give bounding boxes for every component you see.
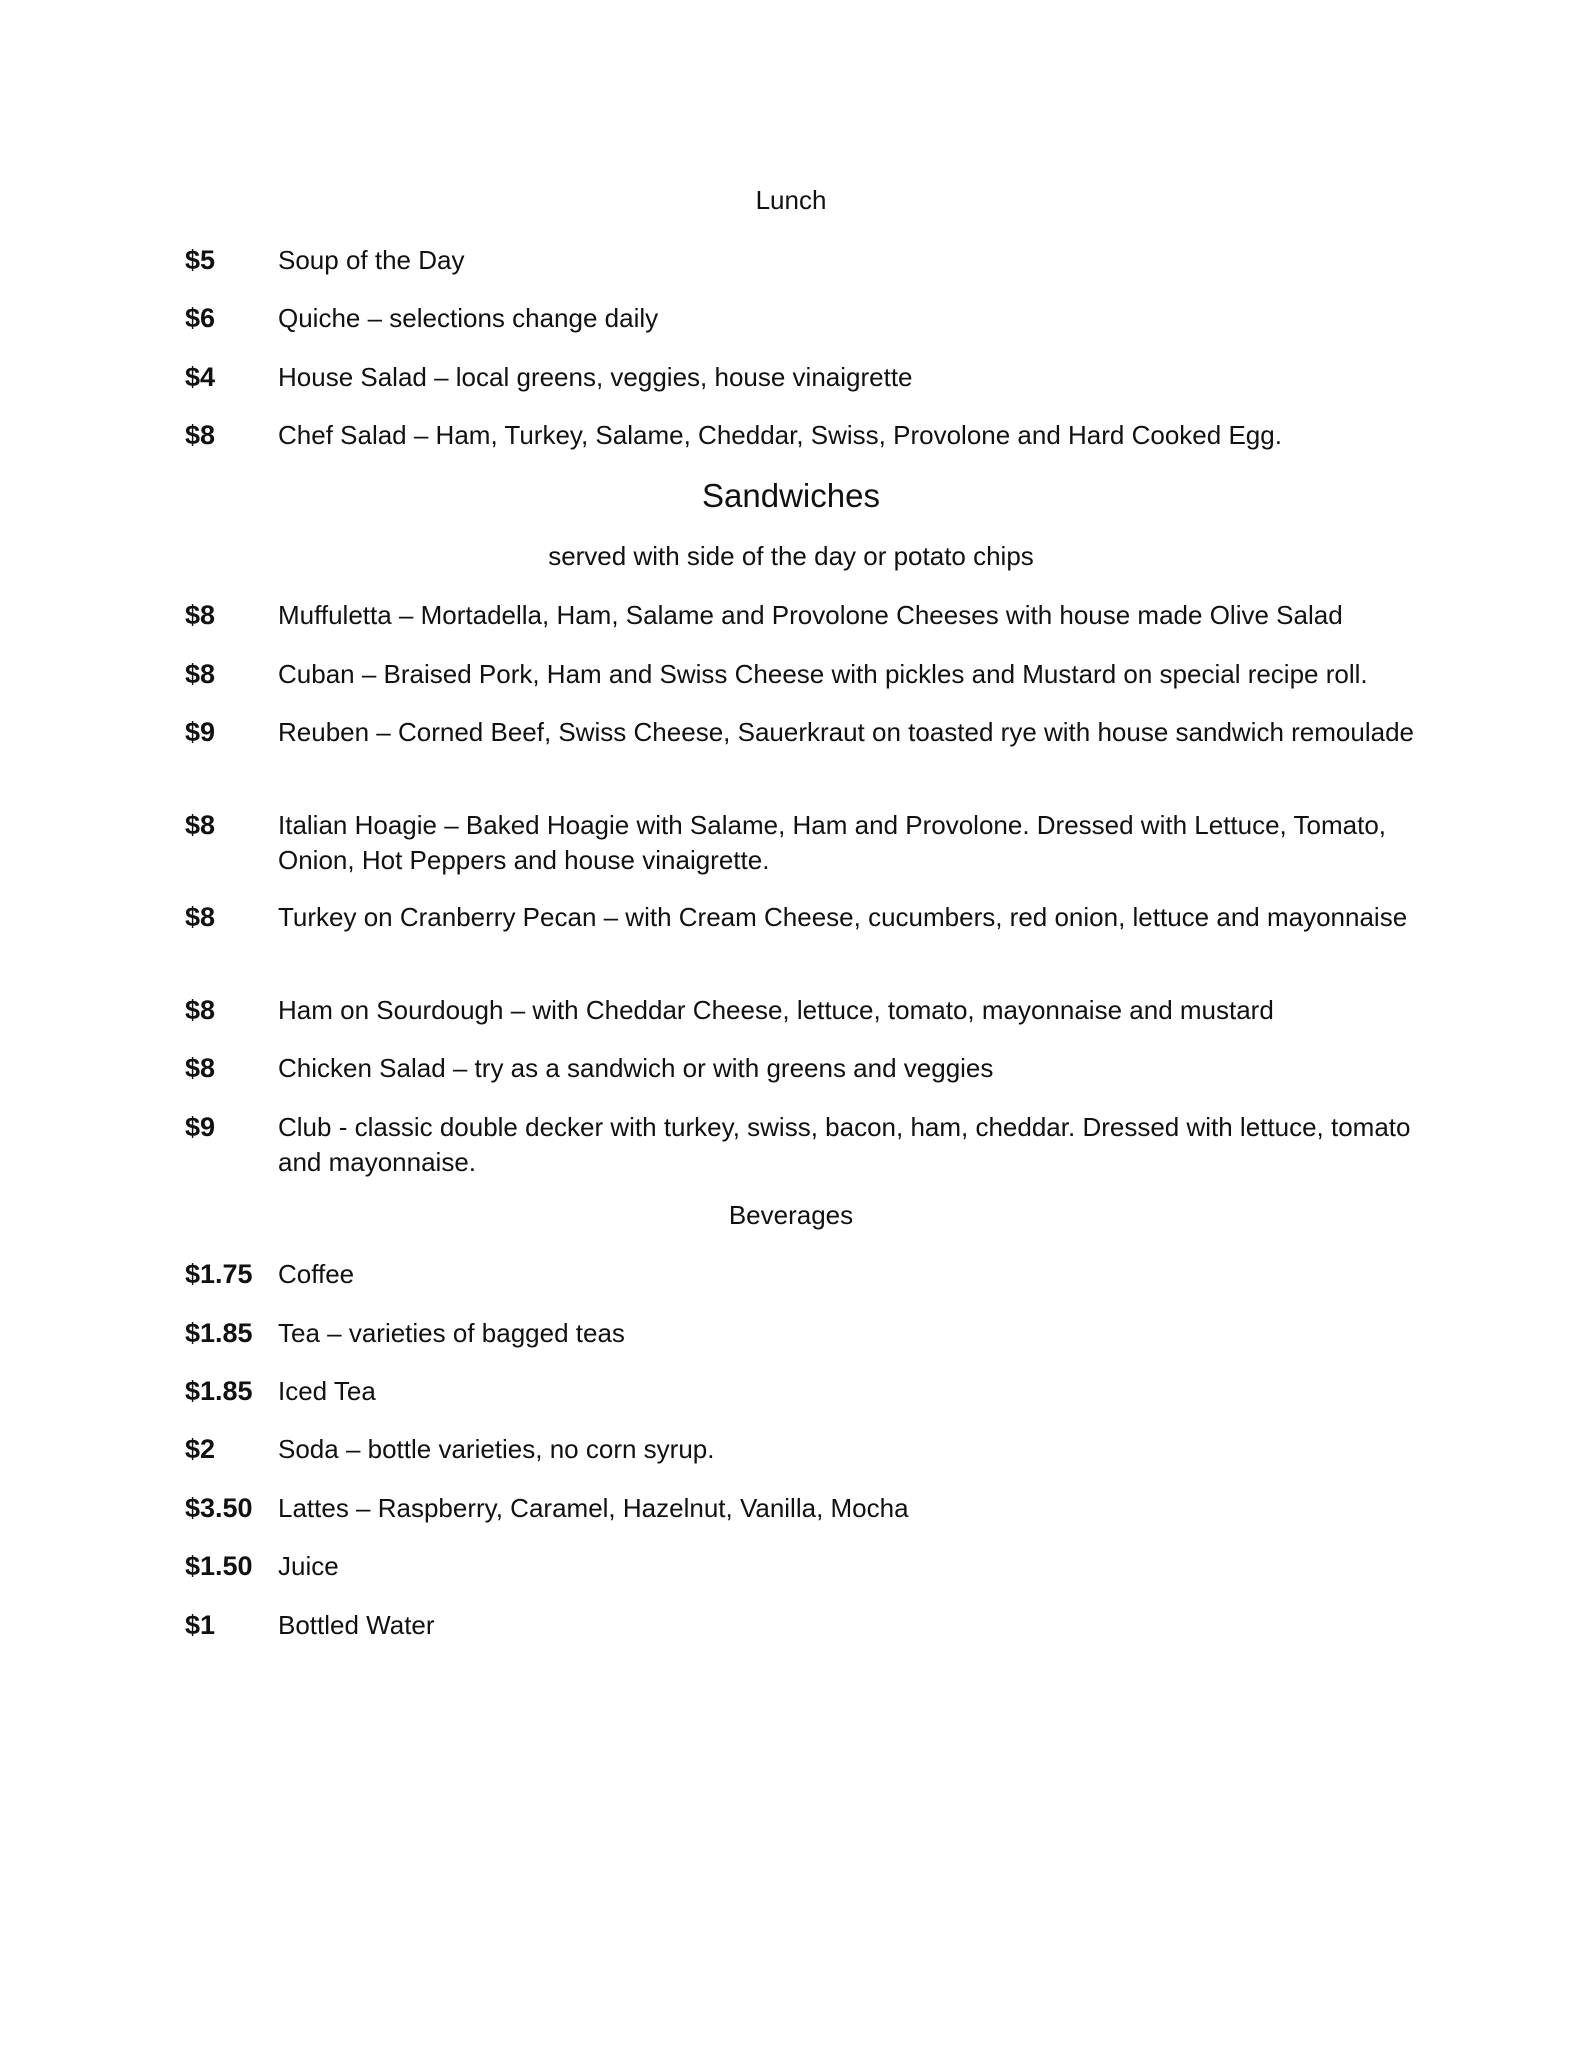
menu-item: [185, 715, 1435, 750]
item-price: $4: [185, 362, 216, 392]
menu-item: [185, 1316, 1435, 1351]
menu-item: [185, 1549, 1435, 1584]
item-price: $8: [185, 995, 216, 1025]
item-description: Cuban – Braised Pork, Ham and Swiss Cheese with pickles and Mustard on special recipe roll.: [278, 659, 1368, 689]
item-description: Muffuletta – Mortadella, Ham, Salame and Provolone Cheeses with house made Olive Salad: [278, 600, 1343, 630]
menu-item: [185, 1257, 1435, 1292]
item-description: Coffee: [278, 1259, 355, 1289]
menu-item: [185, 900, 1435, 935]
item-description: Ham on Sourdough – with Cheddar Cheese, lettuce, tomato, mayonnaise and mustard: [278, 995, 1274, 1025]
sandwiches-subtitle: served with side of the day or potato chips: [548, 541, 1034, 571]
menu-item: [185, 1110, 1435, 1180]
item-description: Italian Hoagie – Baked Hoagie with Salame, Ham and Provolone. Dressed with Lettuce, Tomato, Onion, Hot Peppers and house vinaigrette.: [278, 810, 1387, 875]
item-price: $8: [185, 420, 216, 450]
item-price: $1.50: [185, 1551, 253, 1581]
item-description: Club - classic double decker with turkey, swiss, bacon, ham, cheddar. Dressed with lettuce, tomato and mayonnaise.: [278, 1112, 1411, 1177]
item-price: $9: [185, 1112, 216, 1142]
item-price: $8: [185, 902, 216, 932]
item-description: Chicken Salad – try as a sandwich or with greens and veggies: [278, 1053, 994, 1083]
sandwiches-heading: Sandwiches: [702, 477, 880, 514]
beverages-heading: Beverages: [728, 1200, 854, 1230]
item-price: $8: [185, 810, 216, 840]
menu-item: [185, 418, 1435, 453]
item-description: Bottled Water: [278, 1610, 435, 1640]
item-price: $1: [185, 1610, 216, 1640]
menu-item: [185, 598, 1435, 633]
item-price: $1.75: [185, 1259, 253, 1289]
menu-item: [185, 1491, 1435, 1526]
item-description: Lattes – Raspberry, Caramel, Hazelnut, Vanilla, Mocha: [278, 1493, 909, 1523]
item-description: Iced Tea: [278, 1376, 376, 1406]
item-description: Soda – bottle varieties, no corn syrup.: [278, 1434, 715, 1464]
menu-item: [185, 808, 1435, 878]
item-description: Reuben – Corned Beef, Swiss Cheese, Sauerkraut on toasted rye with house sandwich remoulade: [278, 717, 1414, 747]
item-description: Turkey on Cranberry Pecan – with Cream Cheese, cucumbers, red onion, lettuce and mayonnaise: [278, 902, 1408, 932]
item-price: $8: [185, 600, 216, 630]
item-description: Tea – varieties of bagged teas: [278, 1318, 625, 1348]
item-price: $1.85: [185, 1376, 253, 1406]
item-price: $2: [185, 1434, 216, 1464]
item-price: $3.50: [185, 1493, 253, 1523]
item-description: House Salad – local greens, veggies, house vinaigrette: [278, 362, 913, 392]
item-price: $9: [185, 717, 216, 747]
item-price: $1.85: [185, 1318, 253, 1348]
item-price: $8: [185, 659, 216, 689]
item-description: Quiche – selections change daily: [278, 303, 659, 333]
item-price: $5: [185, 245, 216, 275]
item-price: $8: [185, 1053, 216, 1083]
menu-item: [185, 1374, 1435, 1409]
item-price: $6: [185, 303, 216, 333]
menu-item: [185, 993, 1435, 1028]
lunch-heading: Lunch: [755, 185, 827, 215]
menu-item: [185, 1051, 1435, 1086]
item-description: Soup of the Day: [278, 245, 465, 275]
menu-item: [185, 360, 1435, 395]
menu-item: [185, 243, 1435, 278]
menu-item: [185, 657, 1435, 692]
item-description: Juice: [278, 1551, 339, 1581]
item-description: Chef Salad – Ham, Turkey, Salame, Cheddar, Swiss, Provolone and Hard Cooked Egg.: [278, 420, 1282, 450]
menu-item: [185, 301, 1435, 336]
menu-item: [185, 1608, 1435, 1643]
menu-item: [185, 1432, 1435, 1467]
